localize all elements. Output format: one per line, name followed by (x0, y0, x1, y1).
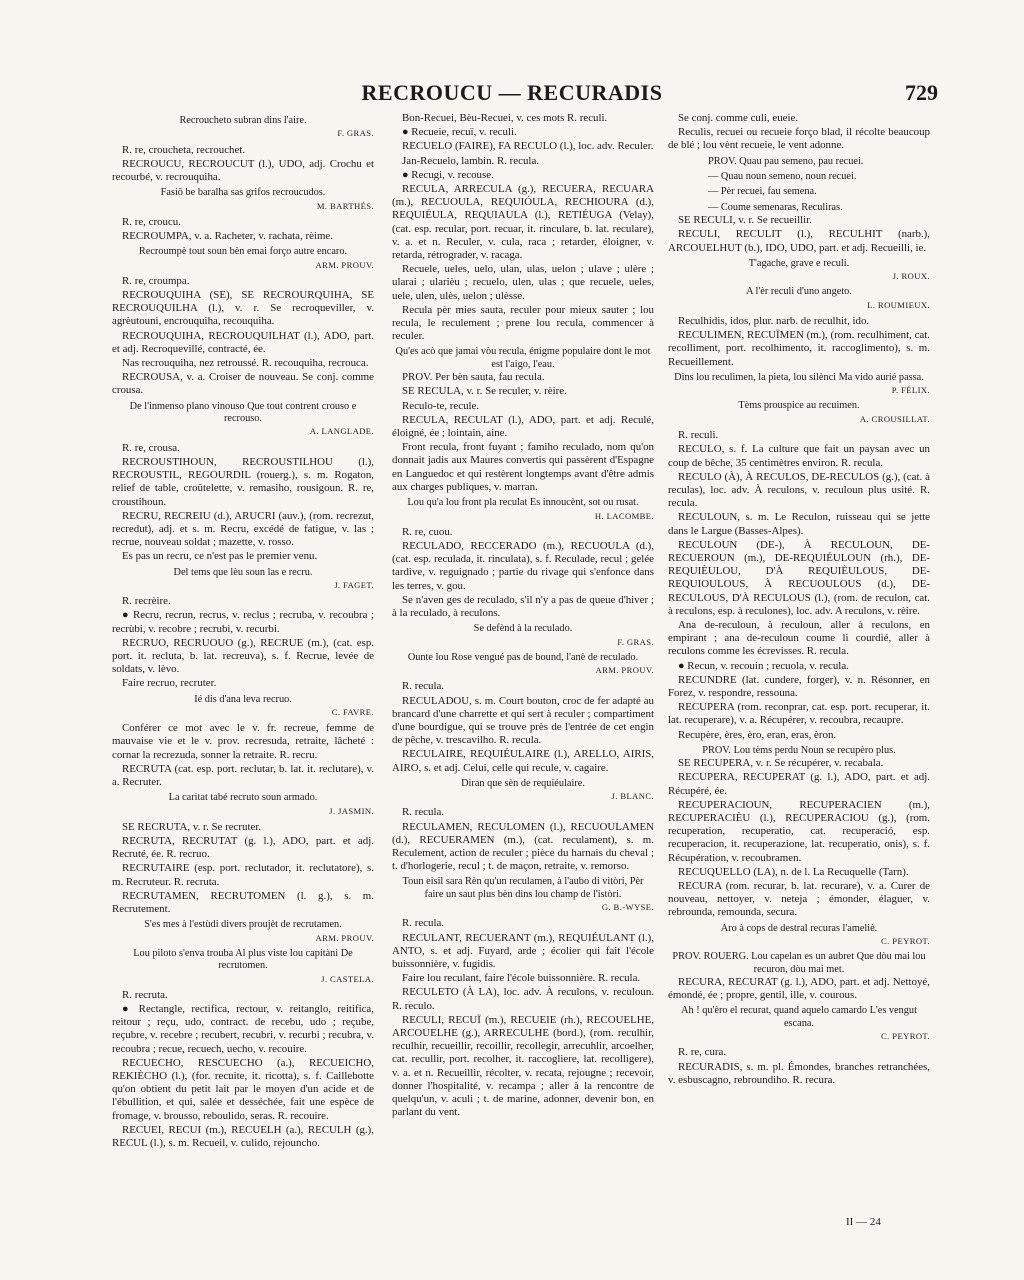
quotation: Diran que sèn de requiéulaire. (461, 777, 585, 789)
quotation: A l'èr reculi d'uno angeto. (746, 286, 852, 298)
dictionary-entry: Nas recrouquiha, nez retroussé. R. recouquiha, recroucа. (122, 357, 369, 370)
dictionary-entry: Es pas un recru, ce n'est pas le premier venu. (122, 550, 318, 563)
dictionary-entry: Reculo-te, recule. (402, 399, 480, 412)
quotation: PROV. Lou tèms perdu Noun se recupèro plus. (702, 744, 896, 756)
quotation-attribution: J. ROUX. (892, 271, 930, 282)
dictionary-entry: RECUELO (FAIRE), FA RECULO (l.), loc. adv. Reculer. (402, 140, 654, 153)
signature-mark: II — 24 (846, 1216, 881, 1228)
dictionary-entry: ● Recun, v. recouin ; recuola, v. recula. (678, 659, 849, 672)
dictionary-entry: R. re, croumpa. (122, 274, 190, 287)
dictionary-entry: RECROUQUIHA, RECROUQUILHAT (l.), ADO, part. et adj. Recroquevillé, contracté, ée. (112, 329, 374, 355)
quotation: Fasiô be baralha sas grifos recroucudos. (160, 187, 326, 199)
column-left (112, 112, 374, 1151)
dictionary-entry: R. re, cura. (678, 1046, 727, 1059)
dictionary-entry: RECRUTA (cat. esp. port. reclutar, b. lat. it. reclutare), v. a. Recruter. (112, 762, 374, 788)
dictionary-entry: RECULAIRE, REQUIÉULAIRE (l.), ARELLO, AIRIS, AIRO, s. et adj. Celui, celle qui recule, v. cagaire. (392, 748, 654, 774)
dictionary-entry: Recupère, ères, èro, eran, eras, èron. (678, 728, 837, 741)
quotation: T'agache, grave e reculi. (748, 257, 850, 269)
quotation-attribution: G. B.-WYSE. (601, 902, 654, 913)
dictionary-entry: RECUPERA, RECUPERAT (g. l.), ADO, part. et adj. Récupéré, ée. (668, 771, 930, 797)
dictionary-entry: RECRUTA, RECRUTAT (g. l.), ADO, part. et adj. Recruté, ée. R. recruo. (112, 834, 374, 861)
quotation: Ié dis d'ana leva recruo. (194, 693, 292, 705)
dictionary-entry: Se conj. comme culi, eueie. (678, 112, 799, 124)
quotation-attribution: C. PEYROT. (881, 1031, 930, 1042)
quotation-attribution: ARM. PROUV. (315, 932, 374, 943)
page-header-title: RECROUCU — RECURADIS (361, 80, 663, 105)
column-right (668, 112, 930, 1088)
quotation-attribution: P. FÉLIX. (891, 385, 930, 396)
dictionary-entry: RECURA, RECURAT (g. l.), ADO, part. et adj. Nettoyé, émondé, ée ; propre, gentil, ille, v. courous. (668, 976, 930, 1002)
dictionary-entry: RECULA, ARRECULA (g.), RECUERA, RECUARA (m.), RECUOULA, REQUIÓULA, RECHIOURA (d.), REQUIÉULA, REQUIAULA (l.), RETIÉUGA (Velay), (cat. esp. recular, port. recuar, it. rinculare, b. lat. reculare), v. a. et n. Reculer, v. cula, raca ; retarder, éloigner, v. retarda, rétrograder, v. racaga. (392, 183, 654, 262)
dictionary-entry: RECULOUN, s. m. Le Reculon, ruisseau qui se jette dans le Largue (Basses-Alpes). (668, 511, 930, 537)
quotation: Dins lou reculimen, la pieta, lou silènci Ma vido aurié passa. (674, 371, 924, 383)
dictionary-entry: Conférer ce mot avec le v. fr. recreue, femme de mauvaise vie et le v. prov. recresuda, retraite, lâcheté : cornar la recrezuda, sonner la retraite. R. recru. (112, 722, 374, 761)
dictionary-entry: SE RECRUTA, v. r. Se recruter. (122, 820, 262, 833)
dictionary-entry: R. re, croucheta, recrouchet. (122, 143, 246, 156)
quotation-attribution: F. GRAS. (337, 128, 374, 139)
quotation-attribution: C. PEYROT. (881, 936, 930, 947)
quotation-attribution: M. BARTHÉS. (316, 200, 374, 211)
quotation: Lou qu'a lou front pla reculat Es innoucènt, sot ou rusat. (407, 497, 639, 509)
dictionary-entry: RECRUTAMEN, RECRUTOMEN (l. g.), s. m. Recrutement. (112, 889, 374, 915)
dictionary-entry: R. recruta. (122, 988, 168, 1001)
quotation-attribution: A. CROUSILLAT. (859, 413, 930, 424)
dictionary-entry: Faire recruo, recruter. (122, 677, 217, 690)
quotation-attribution: F. GRAS. (617, 636, 654, 647)
quotation: Qu'es acò que jamai vòu recula, énigme populaire dont le mot est l'aigo, l'eau. (395, 346, 651, 370)
dictionary-entry: RECULI, RECULIT (l.), RECULHIT (narb.), ARCOUELHUT (b.), IDO, UDO, part. et adj. Recueilli, ie. (668, 228, 930, 254)
dictionary-entry: RECULADOU, s. m. Court bouton, croc de fer adapté au brancard d'une charrette et qui sert à reculer ; compartiment d'une bourdigue, qui se trouve près de l'entrée de cet engin de pêche, v. trescavilho. R. recula. (392, 694, 654, 747)
dictionary-entry: Front recula, front fuyant ; famiho reculado, nom qu'on donnait jadis aux Maures convertis qui passèrent d'Espagne en Languedoc et qui restèrent longtemps avant d'être admis aux charges publiques, v. marran. (392, 441, 654, 493)
dictionary-entry: RECROUMPA, v. a. Racheter, v. rachata, rèime. (122, 230, 333, 243)
dictionary-entry: R. recula. (402, 680, 445, 693)
dictionary-entry: SE RECUPERA, v. r. Se récupérer, v. recabala. (678, 757, 884, 770)
dictionary-entry: ● Recugi, v. recouse. (402, 168, 494, 181)
dictionary-entry: RECURA (rom. recurar, b. lat. recurare), v. a. Curer de nouveau, nettoyer, v. neteja ; émonder, élaguer, v. rebrounda, remounda, secura. (668, 880, 930, 919)
dictionary-entry: ● Rectangle, rectifica, rectour, v. reitanglo, reitifica, reitour ; reçu, udo, contract. de recebu, udo ; reçube, reçubre, v. recebre ; recubert, recubri, v. recurbi ; recubra, v. recoubra ; recue, recuech, uecho, v. recouire. (112, 1003, 374, 1055)
dictionary-entry: Ana de-reculoun, à reculoun, aller à reculons, en empirant ; ana de-reculoun coume li courdié, aller à reculons comme les écrevisses. R. recula. (668, 618, 930, 658)
quotation: De l'inmenso plano vinouso Que tout contrent crouso e recrouso. (129, 400, 357, 425)
dictionary-entry: Reculhidis, idos, plur. narb. de reculhit, ido. (678, 315, 870, 328)
dictionary-entry: RECROUQUIHA (SE), SE RECROURQUIHA, SE RECROUQUILHA (l.), v. r. Se recroqueviller, v. agrèutouni, encrouquiha, recouquiha. (112, 289, 374, 328)
dictionary-entry: R. recula. (402, 917, 445, 930)
dictionary-entry: R. reculi. (678, 429, 719, 442)
dictionary-entry: RECUEI, RECUI (m.), RECUELH (a.), RECULH (g.), RECUL (l.), s. m. Recueil, v. culido, rejouncho. (112, 1123, 374, 1150)
dictionary-entry: RECUPERA (rom. reconprar, cat. esp. port. recuperar, it. lat. recuperare), v. a. Récupérer, v. recoubra, recaupre. (668, 701, 930, 727)
dictionary-entry: RECUPERACIOUN, RECUPERACIEN (m.), RECUPERACIÈU (l.), RECUPERACIOU (g.), (rom. recuperation, recuperatio, cat. recuperació, esp. recuperacion, it. recuperazione, lat. recuperatio, onis), s. f. Récupération, v. recoubramen. (668, 798, 930, 864)
dictionary-entry: SE RECULI, v. r. Se recueillir. (678, 214, 812, 227)
dictionary-entry: RECULOUN (DE-), À RECULOUN, DE-RECUEROUN (m.), DE-REQUIÉULOUN (rh.), DE-REQUIÈULOU, D'À REQUIÈULOUS, DE-REQUIOULOUS, À RECUOULOUS (d.), DE-RECULOUS, D'À RECULOUS (l.), (rom. de reculon, cat. à reculons, esp. à reculones), loc. adv. A reculons, v. rèire. (668, 538, 930, 617)
dictionary-entry: ● Recru, recrun, recrus, v. reclus ; recruba, v. recoubra ; recrùbi, v. recobre ; recrubi, v. recurbi. (112, 609, 374, 635)
dictionary-entry: RECUECHO, RESCUECHO (a.), RECUEICHO, REKIÈCHO (l.), (for. recuite, it. ricotta), s. f. Caillebotte qu'on obtient du petit lait par le moyen d'un acide et de l'ébullition, et qui, salée et desséchée, fait une espèce de fromage, v. brousso, reboulido, seras. R. recouire. (112, 1056, 374, 1122)
quotation: Tèms prouspice au recuimen. (738, 400, 860, 412)
dictionary-entry: RECULO (À), À RECULOS, DE-RECULOS (g.), (cat. à reculas), loc. adv. À reculons, v. reculoun plus usité. R. recula. (668, 470, 930, 510)
quotation-attribution: J. BLANC. (611, 791, 654, 802)
quotation-attribution: C. FAVRE. (331, 706, 374, 717)
quotation-attribution: L. ROUMIEUX. (867, 299, 930, 310)
dictionary-entry: RECULA, RECULAT (l.), ADO, part. et adj. Reculé, éloigné, ée ; lointain, aine. (392, 413, 654, 440)
dictionary-entry: R. recula. (402, 806, 445, 819)
dictionary-entry: RECROUSTIHOUN, RECROUSTILHOU (l.), RECROUSTIL, REGOURDIL (rouerg.), s. m. Rogaton, relief de table, croûtelette, v. remasiho, rousigoun. R. re, croustihoun. (112, 455, 374, 508)
quotation: Ah ! qu'èro el recurat, quand aquelo camardo L'es vengut escana. (681, 1005, 917, 1029)
quotation: Se defènd à la reculado. (473, 623, 573, 635)
dictionary-entry: RECULO, s. f. La culture que fait un paysan avec un coup de bêche, 35 centimètres environ. R. recula. (668, 443, 930, 469)
dictionary-entry: PROV. Per bèn sauta, fau recula. (402, 371, 545, 384)
dictionary-entry: RECULANT, RECUERANT (m.), REQUIÉULANT (l.), ANTO, s. et adj. Fuyard, arde ; écolier qui fait l'école buissonnière, v. fugidis. (392, 931, 654, 971)
quotation: Ounte lou Rose vengué pas de bound, l'anè de reculado. (407, 651, 639, 663)
dictionary-entry: RECULAMEN, RECULOMEN (l.), RECUOULAMEN (d.), RECUERAMEN (m.), (cat. reculament), s. m. Reculement, action de reculer ; pièce du harnais du cheval ; t. d'horlogerie, recul ; t. de maçon, retraite, v. remorso. (392, 820, 654, 873)
dictionary-entry: R. re, crousa. (122, 441, 180, 454)
quotation: Toun eisil sara Rèn qu'un reculamen, à l'aubo di vitòri, Pèr faire un saut plus bèn dins lou champ de l'istòri. (402, 876, 644, 900)
dictionary-entry: SE RECULA, v. r. Se reculer, v. rèire. (402, 385, 567, 398)
dictionary-entry: Recuele, ueles, uelo, ulan, ulas, uelon ; ulave ; ulère ; ularai ; ularièu ; recuelo, ulen, ulas ; que recuele, ueles, uele, ulen, ulès, uelon ; ulèsse. (392, 263, 654, 302)
quotation: Recroumpè tout soun bèn emai forço autre encaro. (138, 246, 348, 258)
quotation: Lou piloto s'enva trouba Al plus viste lou capitàni De recrutomen. (133, 947, 353, 972)
dictionary-entry: RECULIMEN, RECUÏMEN (m.), (rom. reculhiment, cat. recolliment, port. recolhimento, it. raccoglimento), s. m. Recueillement. (668, 329, 930, 368)
quotation: PROV. ROUERG. Lou capelan es un aubret Que dòu mai lou recuron, dòu mai met. (672, 951, 926, 975)
dictionary-entry: Bon-Recuei, Bèu-Recuei, v. ces mots R. reculi. (402, 112, 608, 124)
dictionary-entry: Recula pèr mies sauta, reculer pour mieux sauter ; lou recula, le reculement ; prene lou recula, commencer à reculer. (392, 303, 654, 343)
quotation: Del tems que lèu soun las e recru. (173, 566, 313, 578)
dictionary-entry: RECRU, RECREIU (d.), ARUCRI (auv.), (rom. recrezut, recredut), adj. et s. m. Recru, excédé de fatigue, v. las ; recrue, nouveau soldat ; mazette, v. rosso. (112, 509, 374, 549)
column-middle (392, 112, 654, 1120)
quotation: La caritat tabé recruto soun armado. (168, 792, 318, 804)
quotation-attribution: J. JASMIN. (329, 805, 374, 816)
quotation-attribution: ARM. PROUV. (595, 665, 654, 676)
dictionary-entry: R. re, cuou. (402, 525, 453, 538)
dictionary-entry: RECUQUELLO (LA), n. de l. La Recuquelle (Tarn). (678, 865, 909, 878)
dictionary-entry: ● Recueie, recuï, v. reculi. (402, 126, 517, 139)
quotation-attribution: ARM. PROUV. (315, 259, 374, 270)
dictionary-entry: RECRUTAIRE (esp. port. reclutador, it. reclutatore), s. m. Recruteur. R. recruta. (112, 862, 374, 888)
dictionary-entry: R. recrèire. (122, 595, 171, 608)
quotation-attribution: J. FAGET. (334, 579, 374, 590)
quotation: Aro à cops de destral recuras l'ameliè. (720, 922, 878, 934)
dictionary-entry: RECROUSA, v. a. Croiser de nouveau. Se conj. comme crousa. (112, 371, 374, 397)
quotation: — Coume semenaras, Reculiras. (708, 201, 843, 213)
dictionary-entry: Reculis, recuei ou recueie forço blad, il récolte beaucoup de blé ; lou vènt recueie, le vent adonne. (668, 126, 930, 152)
dictionary-entry: RECROUCU, RECROUCUT (l.), UDO, adj. Crochu et recourbé, v. recrouquiha. (112, 157, 374, 184)
dictionary-entry: Faire lou reculant, faire l'école buissonnière. R. recula. (402, 972, 641, 985)
dictionary-entry: Se n'aven ges de reculado, s'il n'y a pas de queue d'hiver ; à la reculado, à reculons. (392, 593, 654, 619)
dictionary-entry: RECURADIS, s. m. pl. Émondes, branches retranchées, v. esbuscagno, rebroundiho. R. recura. (668, 1060, 930, 1086)
page-number: 729 (905, 80, 938, 105)
dictionary-entry: RECULETO (À LA), loc. adv. À reculons, v. reculoun. R. reculo. (392, 986, 654, 1012)
dictionary-entry: RECUNDRE (lat. cundere, forger), v. n. Résonner, en Forez, v. respondre, ressouna. (668, 673, 930, 699)
quotation: — Quau noun semeno, noun recuei. (708, 171, 857, 183)
quotation: Recroucheto subran dins l'aire. (179, 115, 307, 126)
quotation-attribution: J. CASTELA. (321, 973, 374, 984)
quotation-attribution: A. LANGLADE. (309, 426, 374, 437)
quotation-attribution: H. LACOMBE. (594, 510, 654, 521)
dictionary-entry: RECULI, RECUÏ (m.), RECUEIE (rh.), RECOUELHE, ARCOUELHE (g.), ARRECULHE (bord.), (rom. reculhir, reculhir, recueillir, recoillir, recollegir, arrecuhlir, arcoelher, cat. recullir, port. recolher, it. raccogliere, lat. recolligere), v. a. et n. Recueillir, récolter, v. recata, rejougne ; recevoir, donner l'hospitalité, v. recampa ; aller à la rencontre de quelqu'un, v. aculi ; t. de marine, adonner, devenir bon, en parlant du vent. (392, 1013, 654, 1119)
quotation: S'es mes à l'estùdi divers proujèt de recrutamen. (144, 919, 342, 931)
dictionary-entry: Jan-Recuelo, lambin. R. recula. (402, 154, 539, 167)
dictionary-entry: RECRUO, RECRUOUO (g.), RECRUE (m.), (cat. esp. port. it. recluta, b. lat. recreuva), s. f. Recrue, levée de soldats, v. lèvo. (112, 636, 374, 676)
quotation: PROV. Quau pau semeno, pau recuei. (708, 155, 864, 167)
quotation: — Pèr recuei, fau semena. (708, 186, 817, 198)
dictionary-entry: R. re, croucu. (122, 215, 181, 228)
dictionary-entry: RECULADO, RECCERADO (m.), RECUOULA (d.), (cat. esp. reculada, it. rinculata), s. f. Reculade, recul ; gelée tardive, v. reguignado ; partie du rivage qui s'enfonce dans les terres, v. gou. (392, 539, 654, 592)
